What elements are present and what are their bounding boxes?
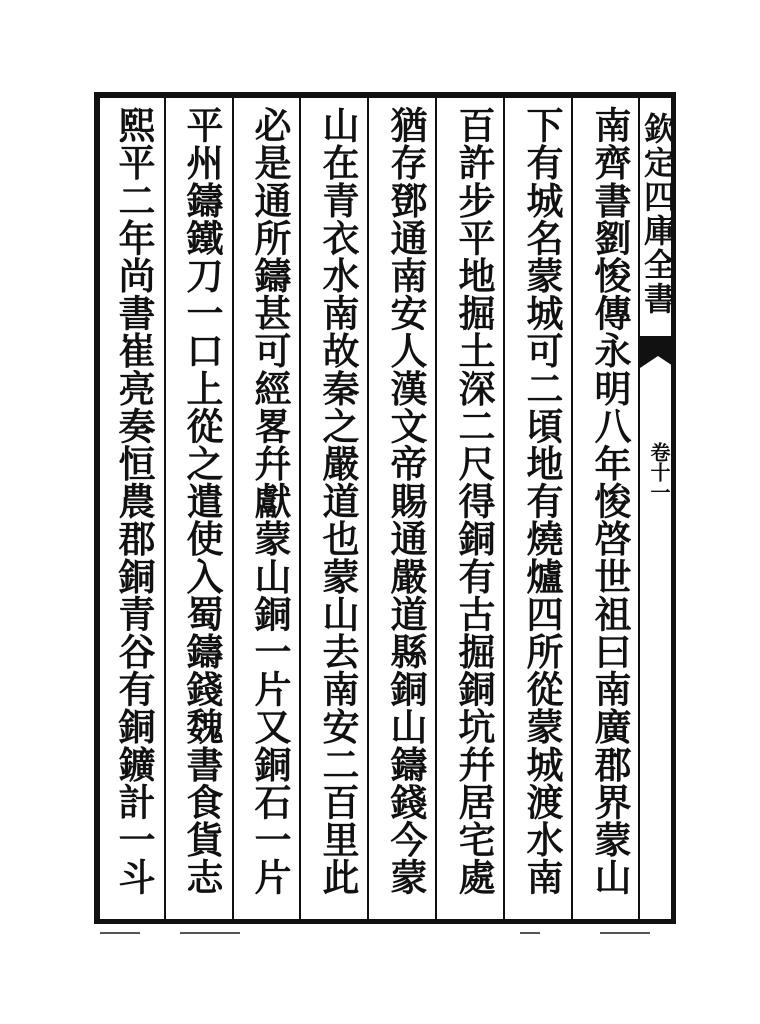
column-divider xyxy=(503,98,505,919)
edge-mark xyxy=(520,932,540,934)
column-divider xyxy=(435,98,437,919)
edge-mark xyxy=(600,932,650,934)
column-divider xyxy=(571,98,573,919)
text-column-8 xyxy=(106,106,162,896)
bottom-edge-marks xyxy=(100,928,660,942)
text-column-2 xyxy=(514,106,570,896)
text-column-3 xyxy=(446,106,502,896)
text-column-5 xyxy=(310,106,366,896)
column-divider xyxy=(164,98,166,919)
column-text: 熙平二年尚書崔亮奏恒農郡銅青谷有銅鑛計一斗 xyxy=(112,106,156,896)
edge-mark xyxy=(180,932,240,934)
column-divider xyxy=(232,98,234,919)
column-text: 必是通所鑄甚可經畧幷獻蒙山銅一片又銅石一片 xyxy=(248,106,292,896)
column-divider xyxy=(367,98,369,919)
fishtail-mark xyxy=(640,336,676,356)
column-text: 南齊書劉悛傳永明八年悛啓世祖曰南廣郡界蒙山 xyxy=(588,106,632,896)
volume-label: 卷十一 xyxy=(647,442,671,502)
text-column-1 xyxy=(582,106,638,896)
column-text: 山在青衣水南故秦之嚴道也蒙山去南安二百里此 xyxy=(316,106,360,896)
edge-mark xyxy=(100,932,140,934)
text-column-4 xyxy=(378,106,434,896)
column-text: 平州鑄鐵刀一口上從之遣使入蜀鑄錢魏書食貨志 xyxy=(180,106,224,896)
column-text: 猶存鄧通南安人漢文帝賜通嚴道縣銅山鑄錢今蒙 xyxy=(384,106,428,896)
text-column-7 xyxy=(174,106,230,896)
column-text: 下有城名蒙城可二頃地有燒爐四所從蒙城渡水南 xyxy=(520,106,564,896)
text-frame xyxy=(94,92,676,924)
text-column-6 xyxy=(242,106,298,896)
column-text: 百許步平地掘土深二尺得銅有古掘銅坑幷居宅處 xyxy=(452,106,496,896)
page-spine xyxy=(640,92,676,924)
book-title: 欽定四庫全書 xyxy=(639,112,677,316)
column-divider xyxy=(299,98,301,919)
